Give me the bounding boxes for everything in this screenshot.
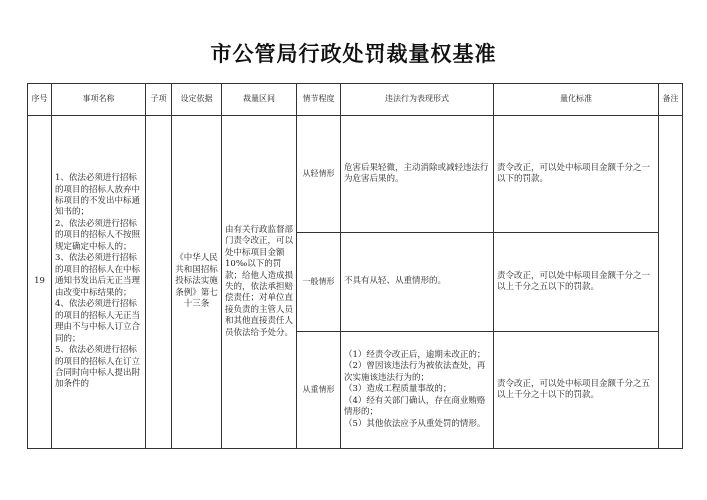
- cell-basis: 《中华人民共和国招标投标法实施条例》第七十三条: [172, 116, 222, 449]
- cell-standard-light: 责令改正，可以处中标项目金额千分之一以下的罚款。: [494, 116, 659, 233]
- header-item-name: 事项名称: [52, 84, 146, 116]
- cell-behavior-light: [341, 116, 494, 233]
- behavior-line: 不具有从轻、从重情形的。: [344, 276, 447, 287]
- discretion-standard-table: [27, 83, 683, 449]
- item-line: 5、依法必须进行招标的项目的招标人在订立合同时向中标人提出附加条件的: [55, 345, 141, 390]
- table-header-row: [28, 84, 683, 116]
- behavior-line: （1）经责令改正后，逾期未改正的；: [344, 349, 486, 360]
- cell-item-name: [52, 116, 146, 449]
- item-line: 3、依法必须进行招标的项目的招标人在中标通知书发出后无正当理由改变中标结果的；: [55, 253, 141, 298]
- cell-standard-normal: 责令改正，可以处中标项目金额千分之一以上千分之五以下的罚款。: [494, 233, 659, 332]
- table-row: [28, 116, 683, 233]
- item-line: 2、依法必须进行招标的项目的招标人不按照规定确定中标人的；: [55, 218, 141, 252]
- header-basis: 设定依据: [172, 84, 222, 116]
- cell-sub-item: [146, 116, 172, 449]
- header-standard: 量化标准: [494, 84, 659, 116]
- cell-degree-heavy: 从重情形: [297, 332, 341, 449]
- page-title: 市公管局行政处罚裁量权基准: [210, 42, 497, 66]
- cell-degree-normal: 一般情形: [297, 233, 341, 332]
- behavior-line: （5）其他依法应予从重处罚的情形。: [344, 418, 486, 429]
- cell-behavior-normal: [341, 233, 494, 332]
- behavior-line: （2）曾因该违法行为被依法查处，再次实施该违法行为的；: [344, 361, 486, 383]
- behavior-line: （3）造成工程质量事故的；: [344, 384, 452, 395]
- header-range: 裁量区间: [222, 84, 297, 116]
- behavior-line: （4）经有关部门确认，存在商业贿赂情形的；: [344, 395, 486, 418]
- header-behavior: 违法行为表现形式: [341, 84, 494, 116]
- cell-degree-light: 从轻情形: [297, 116, 341, 233]
- item-line: 4、依法必须进行招标的项目的招标人无正当理由不与中标人订立合同的；: [55, 299, 141, 344]
- behavior-line: 危害后果轻微，主动消除或减轻违法行为危害后果的。: [344, 162, 489, 184]
- cell-standard-heavy: 责令改正，可以处中标项目金额千分之五以上千分之十以下的罚款。: [494, 332, 659, 449]
- header-seq: 序号: [28, 84, 52, 116]
- header-degree: 情节程度: [297, 84, 341, 116]
- cell-range: 由有关行政监督部门责令改正，可以处中标项目金额10‰以下的罚款；给他人造成损失的，依法承担赔偿责任；对单位直接负责的主管人员和其他直接责任人员依法给予处分。: [222, 116, 297, 449]
- cell-remark: [659, 116, 683, 449]
- item-line: 1、依法必须进行招标的项目的招标人放弃中标项目的不发出中标通知书的；: [55, 173, 141, 218]
- cell-behavior-heavy: [341, 332, 494, 449]
- header-remark: 备注: [659, 84, 683, 116]
- header-sub-item: 子项: [146, 84, 172, 116]
- cell-seq: 19: [28, 116, 52, 449]
